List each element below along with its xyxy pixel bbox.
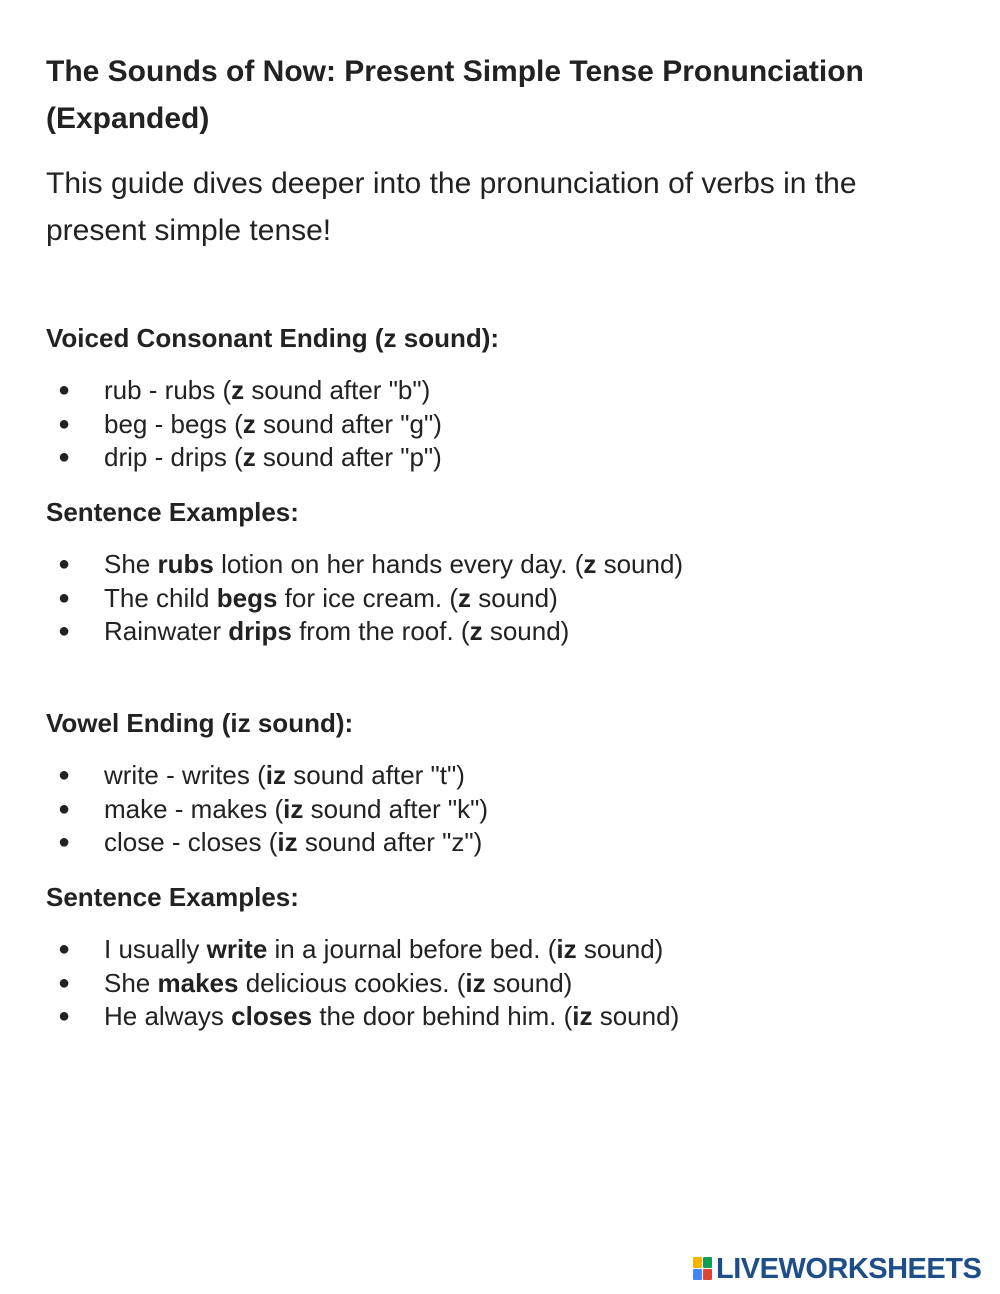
bullet-icon: ●	[58, 764, 71, 786]
list-item: ● write - writes (iz sound after "t")	[46, 759, 488, 793]
list-item: ● The child begs for ice cream. (z sound)	[46, 582, 683, 616]
section2-word-list	[46, 759, 488, 860]
logo-text: LIVEWORKSHEETS	[716, 1253, 982, 1285]
list-item: ● close - closes (iz sound after "z")	[46, 826, 488, 860]
section1-examples-heading: Sentence Examples:	[46, 497, 299, 527]
bullet-icon: ●	[58, 797, 71, 820]
bullet-icon: ●	[58, 938, 71, 960]
bullet-icon: ●	[58, 446, 71, 469]
list-item: ● Rainwater drips from the roof. (z sound)	[46, 615, 683, 649]
bullet-icon: ●	[58, 553, 71, 575]
bullet-icon: ●	[58, 1005, 71, 1028]
bullet-icon: ●	[58, 971, 71, 994]
list-item: ● beg - begs (z sound after "g")	[46, 408, 442, 442]
list-item: ● She makes delicious cookies. (iz sound)	[46, 967, 679, 1001]
list-item: ● I usually write in a journal before bed. (iz sound)	[46, 933, 679, 967]
liveworksheets-logo-icon	[693, 1257, 713, 1281]
intro-paragraph: This guide dives deeper into the pronunciation of verbs in the present simple tense!	[46, 167, 857, 247]
bullet-icon: ●	[58, 831, 71, 854]
page-title: The Sounds of Now: Present Simple Tense Pronunciation (Expanded)	[46, 55, 864, 135]
section1-word-list	[46, 374, 442, 475]
bullet-icon: ●	[58, 620, 71, 643]
list-item: ● make - makes (iz sound after "k")	[46, 793, 488, 827]
bullet-icon: ●	[58, 412, 71, 435]
list-item: ● He always closes the door behind him. (iz sound)	[46, 1000, 679, 1034]
section2-heading: Vowel Ending (iz sound):	[46, 708, 354, 738]
liveworksheets-logo	[693, 1254, 981, 1284]
section2-example-list	[46, 933, 679, 1034]
list-item: ● drip - drips (z sound after "p")	[46, 441, 442, 475]
list-item: ● She rubs lotion on her hands every day. (z sound)	[46, 548, 683, 582]
section1-heading: Voiced Consonant Ending (z sound):	[46, 323, 500, 353]
list-item: ● rub - rubs (z sound after "b")	[46, 374, 442, 408]
bullet-icon: ●	[58, 586, 71, 609]
bullet-icon: ●	[58, 379, 71, 401]
section2-examples-heading: Sentence Examples:	[46, 882, 299, 912]
section1-example-list	[46, 548, 683, 649]
